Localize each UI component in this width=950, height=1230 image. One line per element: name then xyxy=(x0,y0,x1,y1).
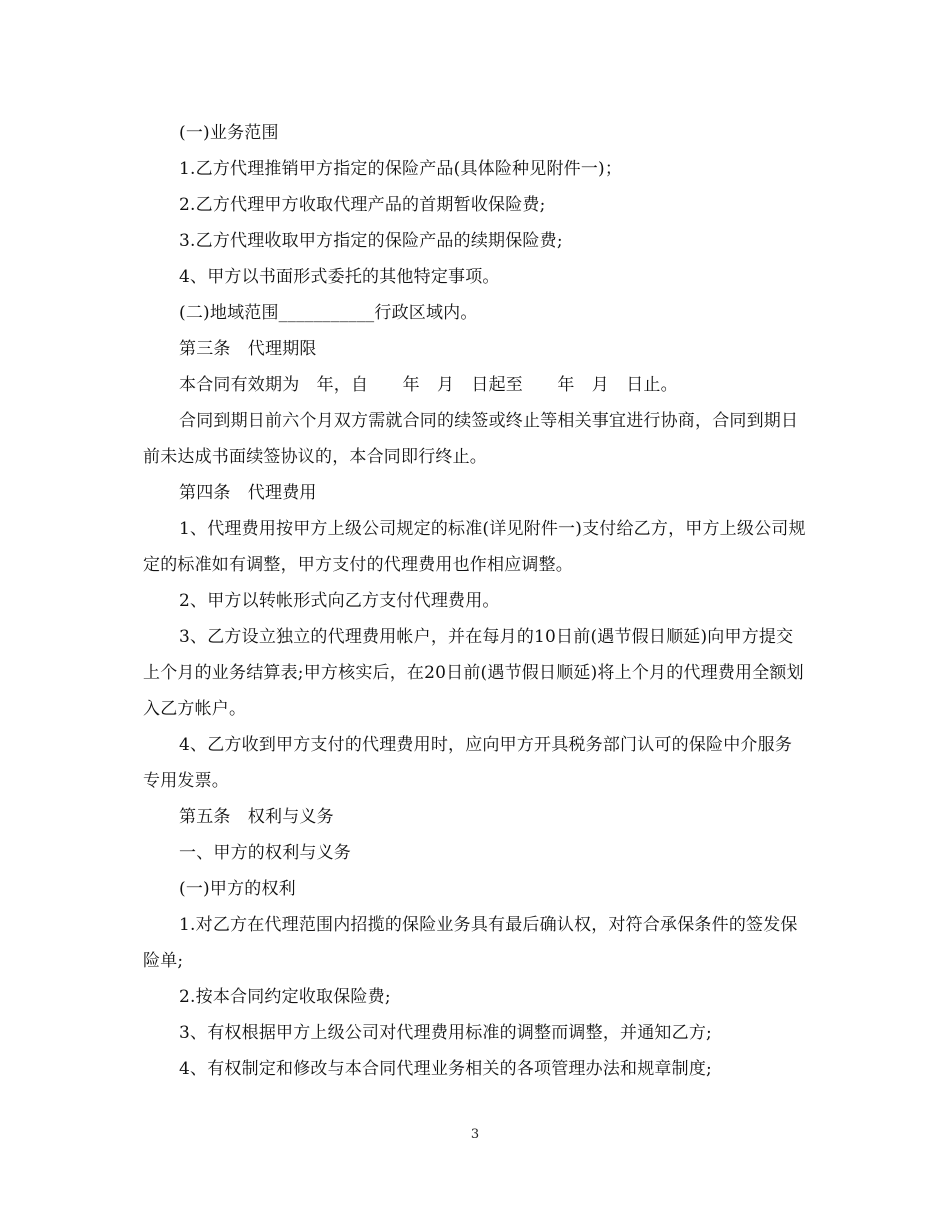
article-3-heading: 第三条 代理期限 xyxy=(179,339,317,359)
paragraph-item-1: 1.乙方代理推销甲方指定的保险产品(具体险种见附件一)； xyxy=(179,159,623,179)
page-number: 3 xyxy=(470,1127,480,1142)
paragraph-item-2: 2.乙方代理甲方收取代理产品的首期暂收保险费; xyxy=(179,195,546,215)
paragraph-right-4: 4、有权制定和修改与本合同代理业务相关的各项管理办法和规章制度; xyxy=(179,1059,712,1079)
paragraph-item-3: 3.乙方代理收取甲方指定的保险产品的续期保险费; xyxy=(179,231,563,251)
paragraph-region-scope: (二)地域范围___________行政区域内。 xyxy=(179,303,478,323)
section-party-a-heading: 一、甲方的权利与义务 xyxy=(179,843,351,863)
paragraph-fee-1: 1、代理费用按甲方上级公司规定的标准(详见附件一)支付给乙方，甲方上级公司规定的标准如有调整，甲方支付的代理费用也作相应调整。 xyxy=(143,519,806,575)
paragraph-term: 本合同有效期为 年，自 年 月 日起至 年 月 日止。 xyxy=(179,375,678,395)
document-body xyxy=(143,115,808,1087)
paragraph-fee-2: 2、甲方以转帐形式向乙方支付代理费用。 xyxy=(179,591,500,611)
paragraph-right-3: 3、有权根据甲方上级公司对代理费用标准的调整而调整，并通知乙方; xyxy=(179,1023,712,1043)
paragraph-right-2: 2.按本合同约定收取保险费; xyxy=(179,987,391,1007)
paragraph-scope-heading: (一)业务范围 xyxy=(179,123,279,143)
article-4-heading: 第四条 代理费用 xyxy=(179,483,317,503)
paragraph-fee-3: 3、乙方设立独立的代理费用帐户，并在每月的10日前(遇节假日顺延)向甲方提交上个月的业务结算表;甲方核实后，在20日前(遇节假日顺延)将上个月的代理费用全额划入乙方帐户。 xyxy=(143,627,804,719)
paragraph-item-4: 4、甲方以书面形式委托的其他特定事项。 xyxy=(179,267,500,287)
article-5-heading: 第五条 权利与义务 xyxy=(179,807,334,827)
subsection-party-a-rights: (一)甲方的权利 xyxy=(179,879,296,899)
paragraph-fee-4: 4、乙方收到甲方支付的代理费用时，应向甲方开具税务部门认可的保险中介服务专用发票。 xyxy=(143,735,793,791)
paragraph-right-1: 1.对乙方在代理范围内招揽的保险业务具有最后确认权，对符合承保条件的签发保险单; xyxy=(143,915,798,971)
paragraph-renewal: 合同到期日前六个月双方需就合同的续签或终止等相关事宜进行协商，合同到期日前未达成书面续签协议的，本合同即行终止。 xyxy=(143,411,799,467)
